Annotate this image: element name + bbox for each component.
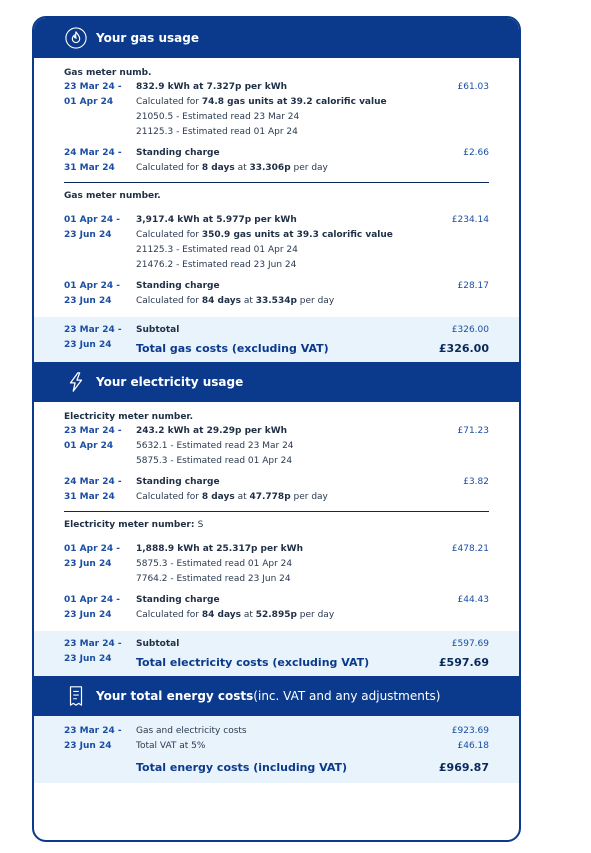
amount: £2.66 <box>463 148 489 158</box>
total-label: Total gas costs (excluding VAT) <box>136 342 329 355</box>
read-line: 5875.3 - Estimated read 01 Apr 24 <box>136 456 293 466</box>
vat-label: Total VAT at 5% <box>136 741 206 751</box>
subtotal-amount: £597.69 <box>451 639 489 649</box>
flame-icon <box>64 26 88 50</box>
total-costs-subtitle: (inc. VAT and any adjustments) <box>253 689 441 703</box>
total-costs-title: Your total energy costs <box>96 689 254 703</box>
lightning-icon <box>64 370 88 394</box>
grand-total-label: Total energy costs (including VAT) <box>136 761 348 774</box>
read-line: 21050.5 - Estimated read 23 Mar 24 <box>136 112 300 122</box>
vat-amount: £46.18 <box>457 741 489 751</box>
standing-label: Standing charge <box>136 477 220 487</box>
gas-subtotal <box>34 317 519 362</box>
date-to: 23 Jun 24 <box>64 654 112 664</box>
calc-line: Calculated for 84 days at 52.895p per day <box>136 610 335 620</box>
usage-row <box>64 80 489 140</box>
total-amount: £326.00 <box>438 342 489 355</box>
date-from: 24 Mar 24 - <box>64 477 122 487</box>
date-to: 23 Jun 24 <box>64 610 112 620</box>
total-costs <box>34 716 519 783</box>
calc-line: Calculated for 8 days at 47.778p per day <box>136 492 328 502</box>
standing-row <box>64 279 489 309</box>
gas-meter-2 <box>34 191 519 317</box>
calc-line: Calculated for 350.9 gas units at 39.3 calorific value <box>136 230 393 240</box>
date-from: 01 Apr 24 - <box>64 544 121 554</box>
amount: £234.14 <box>451 215 489 225</box>
date-from: 01 Apr 24 - <box>64 215 121 225</box>
gas-usage-header <box>34 18 519 58</box>
usage-line: 1,888.9 kWh at 25.317p per kWh <box>136 544 303 554</box>
date-from: 23 Mar 24 - <box>64 426 122 436</box>
amount: £61.03 <box>457 82 489 92</box>
date-to: 23 Jun 24 <box>64 340 112 350</box>
date-to: 23 Jun 24 <box>64 559 112 569</box>
meter-label: Gas meter number. <box>64 191 161 201</box>
amount: £28.17 <box>457 281 489 291</box>
subtotal-amount: £326.00 <box>451 325 489 335</box>
costs-label: Gas and electricity costs <box>136 726 247 736</box>
costs-amount: £923.69 <box>451 726 489 736</box>
calc-line: Calculated for 74.8 gas units at 39.2 calorific value <box>136 97 387 107</box>
bill-card <box>32 16 521 842</box>
elec-subtotal <box>34 631 519 676</box>
total-costs-header <box>34 676 519 716</box>
read-line: 5632.1 - Estimated read 23 Mar 24 <box>136 441 294 451</box>
date-from: 23 Mar 24 - <box>64 639 122 649</box>
grand-total-amount: £969.87 <box>438 761 489 774</box>
standing-label: Standing charge <box>136 595 220 605</box>
electricity-usage-header <box>34 362 519 402</box>
elec-meter-2 <box>34 520 519 631</box>
meter-label: Electricity meter number: S <box>64 520 204 530</box>
date-to: 31 Mar 24 <box>64 492 115 502</box>
date-to: 31 Mar 24 <box>64 163 115 173</box>
usage-row <box>64 213 489 273</box>
total-amount: £597.69 <box>438 656 489 669</box>
gas-usage-title: Your gas usage <box>96 31 199 45</box>
divider <box>64 511 489 512</box>
date-to: 01 Apr 24 <box>64 97 114 107</box>
meter-label: Gas meter numb. <box>64 68 152 78</box>
electricity-usage-title: Your electricity usage <box>96 375 244 389</box>
read-line: 21476.2 - Estimated read 23 Jun 24 <box>136 260 297 270</box>
date-to: 23 Jun 24 <box>64 230 112 240</box>
usage-line: 832.9 kWh at 7.327p per kWh <box>136 82 288 92</box>
date-from: 01 Apr 24 - <box>64 281 121 291</box>
total-label: Total electricity costs (excluding VAT) <box>136 656 370 669</box>
amount: £44.43 <box>457 595 489 605</box>
receipt-icon <box>64 684 88 708</box>
usage-row <box>64 424 489 469</box>
standing-label: Standing charge <box>136 148 220 158</box>
usage-line: 243.2 kWh at 29.29p per kWh <box>136 426 288 436</box>
read-line: 5875.3 - Estimated read 01 Apr 24 <box>136 559 293 569</box>
read-line: 21125.3 - Estimated read 01 Apr 24 <box>136 245 298 255</box>
elec-meter-1 <box>34 402 519 512</box>
standing-row <box>64 146 489 176</box>
gas-meter-1 <box>34 58 519 183</box>
date-from: 23 Mar 24 - <box>64 726 122 736</box>
date-to: 23 Jun 24 <box>64 296 112 306</box>
subtotal-label: Subtotal <box>136 639 180 649</box>
date-to: 23 Jun 24 <box>64 741 112 751</box>
calc-line: Calculated for 84 days at 33.534p per day <box>136 296 335 306</box>
standing-row <box>64 593 489 623</box>
date-from: 23 Mar 24 - <box>64 325 122 335</box>
usage-row <box>64 542 489 587</box>
amount: £3.82 <box>463 477 489 487</box>
meter-label: Electricity meter number. <box>64 412 193 422</box>
usage-line: 3,917.4 kWh at 5.977p per kWh <box>136 215 297 225</box>
read-line: 7764.2 - Estimated read 23 Jun 24 <box>136 574 291 584</box>
amount: £478.21 <box>451 544 489 554</box>
date-to: 01 Apr 24 <box>64 441 114 451</box>
calc-line: Calculated for 8 days at 33.306p per day <box>136 163 328 173</box>
amount: £71.23 <box>457 426 489 436</box>
standing-label: Standing charge <box>136 281 220 291</box>
date-from: 01 Apr 24 - <box>64 595 121 605</box>
subtotal-label: Subtotal <box>136 325 180 335</box>
divider <box>64 182 489 183</box>
date-from: 24 Mar 24 - <box>64 148 122 158</box>
standing-row <box>64 475 489 505</box>
read-line: 21125.3 - Estimated read 01 Apr 24 <box>136 127 298 137</box>
date-from: 23 Mar 24 - <box>64 82 122 92</box>
